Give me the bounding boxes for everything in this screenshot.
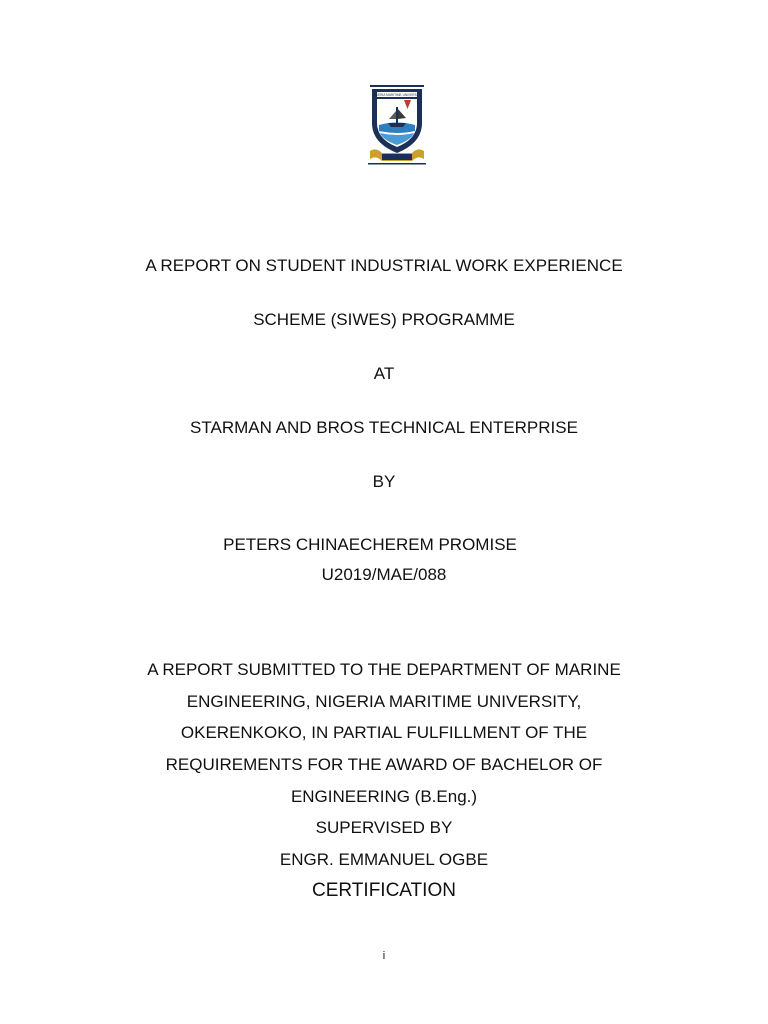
submission-line-2: ENGINEERING, NIGERIA MARITIME UNIVERSITY, <box>186 692 582 711</box>
certification-heading: CERTIFICATION <box>312 880 456 901</box>
submission-line-1: A REPORT SUBMITTED TO THE DEPARTMENT OF MARINE <box>147 660 621 679</box>
svg-text:NIGERIA MARITIME UNIVERSITY: NIGERIA MARITIME UNIVERSITY <box>372 93 422 97</box>
report-title-line-2: SCHEME (SIWES) PROGRAMME <box>253 310 515 329</box>
title-by: BY <box>372 472 396 491</box>
supervisor-name: ENGR. EMMANUEL OGBE <box>279 850 489 869</box>
university-crest-logo <box>366 85 428 165</box>
student-reg-number: U2019/MAE/088 <box>321 565 447 584</box>
page-number: i <box>382 950 386 962</box>
submission-line-4: REQUIREMENTS FOR THE AWARD OF BACHELOR OF <box>165 755 603 774</box>
supervised-by-label: SUPERVISED BY <box>315 818 453 837</box>
title-at: AT <box>373 364 395 383</box>
company-name: STARMAN AND BROS TECHNICAL ENTERPRISE <box>190 418 578 437</box>
student-name: PETERS CHINAECHEREM PROMISE <box>223 535 517 554</box>
submission-line-3: OKERENKOKO, IN PARTIAL FULFILLMENT OF THE <box>180 723 588 742</box>
submission-line-5: ENGINEERING (B.Eng.) <box>290 787 478 806</box>
report-title-line-1: A REPORT ON STUDENT INDUSTRIAL WORK EXPERIENCE <box>145 256 623 275</box>
